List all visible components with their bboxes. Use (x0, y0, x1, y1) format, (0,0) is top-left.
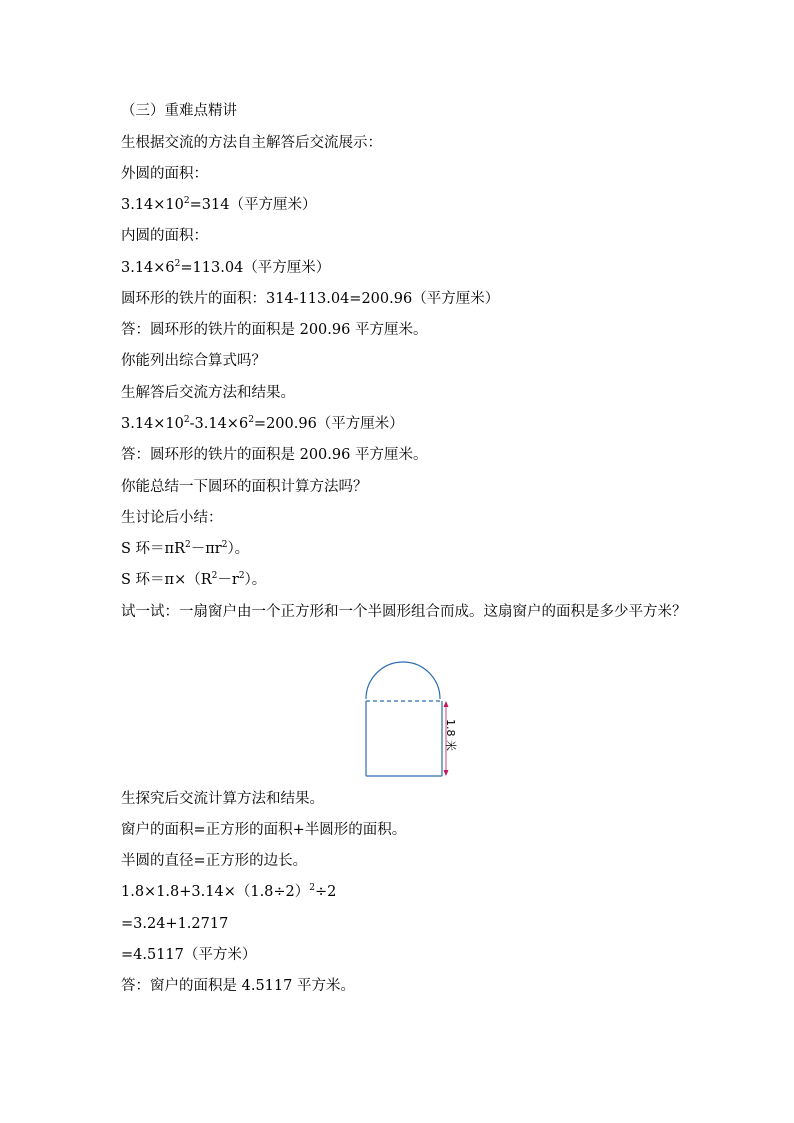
text-line: 生讨论后小结： (121, 510, 223, 526)
formula-line: =3.24+1.2717 (121, 916, 229, 932)
text-line: 窗户的面积=正方形的面积+半圆形的面积。 (121, 822, 407, 838)
formula-line: $3.14\times 6^2=113.04$（平方厘米） (121, 259, 331, 276)
text-line: 圆环形的铁片的面积：314-113.04=200.96（平方厘米） (121, 291, 500, 307)
text-line: 生根据交流的方法自主解答后交流展示： (121, 135, 382, 151)
dimension-label: 1.8 米 (444, 719, 457, 751)
answer-line: 答：窗户的面积是 4.5117 平方米。 (121, 978, 355, 994)
question-line: 你能总结一下圆环的面积计算方法吗？ (121, 479, 368, 495)
dimension-arrow-bottom (444, 770, 449, 776)
text-line: 内圆的面积： (121, 228, 208, 244)
answer-line: 答：圆环形的铁片的面积是 200.96 平方厘米。 (121, 447, 428, 463)
answer-line: 答：圆环形的铁片的面积是 200.96 平方厘米。 (121, 322, 428, 338)
formula-line: S 环$=\pi\times(R^2-r^2)$。 (121, 571, 267, 588)
dimension-arrow-top (444, 701, 449, 707)
question-line: 你能列出综合算式吗？ (121, 353, 266, 369)
formula-line: $1.8\times 1.8+3.14\times(1.8\div 2)^2\div 2$ (121, 883, 337, 900)
text-line: 生探究后交流计算方法和结果。 (121, 791, 324, 807)
text-line: 生解答后交流方法和结果。 (121, 385, 295, 401)
formula-line: $3.14\times 10^2-3.14\times 6^2=200.96$（平方厘米） (121, 415, 404, 432)
section-heading: （三）重难点精讲 (121, 103, 237, 119)
formula-line: S 环$=\pi R^2-\pi r^2$）。 (121, 540, 250, 557)
text-line: 半圆的直径=正方形的边长。 (121, 853, 308, 869)
formula-line: =4.5117（平方米） (121, 947, 257, 963)
exercise-paragraph: 试一试：一扇窗户由一个正方形和一个半圆形组合而成。这扇窗户的面积是多少平方米？ (121, 604, 687, 620)
formula-line: $3.14\times 10^2=314$（平方厘米） (121, 196, 317, 213)
semicircle-arc (366, 662, 440, 699)
text-line: 外圆的面积： (121, 166, 208, 182)
